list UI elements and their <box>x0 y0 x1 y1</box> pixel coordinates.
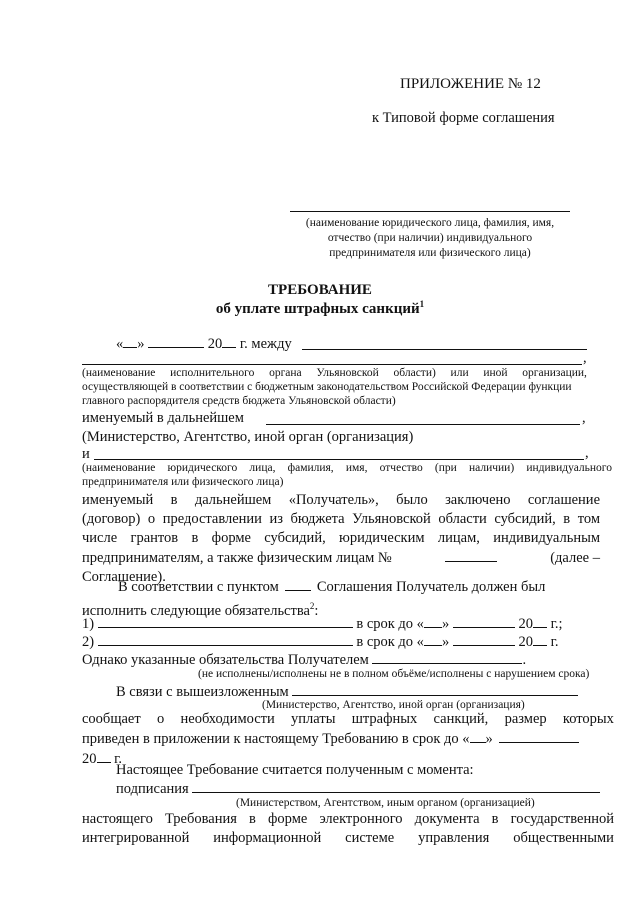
month-field[interactable] <box>499 729 579 743</box>
comma: , <box>583 350 587 366</box>
month-field[interactable] <box>148 334 204 348</box>
clause-field[interactable] <box>285 577 311 591</box>
day-field[interactable] <box>424 632 442 646</box>
appendix-title: ПРИЛОЖЕНИЕ № 12 <box>400 76 541 92</box>
ministry-line: (Министерство, Агентство, иной орган (организация) <box>82 429 414 445</box>
year-field[interactable] <box>533 614 547 628</box>
obligation-row-2: 2) в срок до « » 20 г. <box>82 632 559 651</box>
party-name-line[interactable] <box>302 349 587 350</box>
named-hereinafter: именуемый в дальнейшем <box>82 410 244 426</box>
signer-field[interactable] <box>192 779 600 793</box>
signer-caption: (Министерством, Агентством, иным органом (организацией) <box>236 797 535 809</box>
status-field[interactable] <box>372 650 522 664</box>
year-field[interactable] <box>97 749 111 763</box>
ministry-field[interactable] <box>292 682 578 696</box>
recipient-detail-caption: (наименование юридического лица, фамилия, имя, отчество (при наличии) индивидуального предпринимателя или физического лица) <box>82 462 612 488</box>
month-field[interactable] <box>453 614 515 628</box>
authority-caption: (наименование исполнительного органа Ульяновской области) или иной организации, осуществляющей в соответствии с бюджетным законодательством Российской Федерации функции главного распорядителя средств бюджета Ульяновской области) <box>82 367 587 407</box>
document-subtitle: об уплате штрафных санкций$^1$ <box>215 299 425 317</box>
footnote-mark: 1 <box>419 299 425 309</box>
agreement-number-field[interactable] <box>445 548 497 562</box>
electronic-paragraph: настоящего Требования в форме электронного документа в государственной интегрированной информационной системе управления общественными <box>82 811 614 846</box>
month-field[interactable] <box>453 632 515 646</box>
in-connection-line: В связи с вышеизложенным <box>116 682 578 701</box>
authority-caption-line1: (наименование исполнительного органа Ульяновской области) или иной организации, <box>82 367 587 379</box>
obligation-row-1: 1) в срок до « » 20 г.; <box>82 614 563 633</box>
comma: , <box>585 445 589 461</box>
year-field[interactable] <box>222 334 236 348</box>
obligations-paragraph: В соответствии с пунктом Соглашения Получатель должен был исполнить следующие обязательства$^2$: <box>82 577 600 621</box>
day-field[interactable] <box>424 614 442 628</box>
named-line[interactable] <box>266 424 580 425</box>
signing-line: подписания <box>116 779 600 798</box>
ministry-caption: (Министерство, Агентство, иной орган (организация) <box>262 699 525 711</box>
document-title: ТРЕБОВАНИЕ <box>268 282 372 298</box>
obligation-1-field[interactable] <box>98 614 353 628</box>
year-field[interactable] <box>533 632 547 646</box>
received-line: Настоящее Требование считается полученным с момента: <box>116 762 474 778</box>
penalty-paragraph: сообщает о необходимости уплаты штрафных санкций, размер которых приведен в приложении к настоящему Требованию в срок до « » 20 г. <box>82 711 614 768</box>
obligation-2-field[interactable] <box>98 632 353 646</box>
comma: , <box>582 410 586 426</box>
authority-name-line[interactable] <box>82 364 582 365</box>
and-word: и <box>82 446 90 462</box>
date-line: « » 20 г. между <box>116 334 292 353</box>
day-field[interactable] <box>123 334 137 348</box>
status-caption: (не исполнены/исполнены не в полном объёме/исполнены с нарушением срока) <box>198 668 590 680</box>
recipient-caption: (наименование юридического лица, фамилия, имя, отчество (при наличии) индивидуального предпринимателя или физического лица) <box>305 217 555 259</box>
recipient-name-line[interactable] <box>290 211 570 212</box>
day-field[interactable] <box>470 729 486 743</box>
however-line: Однако указанные обязательства Получателем . <box>82 650 526 669</box>
agreement-paragraph: именуемый в дальнейшем «Получатель», было заключено соглашение (договор) о предоставлении из бюджета Ульяновской области субсидий, в том числе грантов в форме субсидий, юридическим лицам, индивидуальным предпринимателям, а также физическим лицам № (далее – Соглашение). <box>82 492 600 586</box>
appendix-subtitle: к Типовой форме соглашения <box>372 110 555 126</box>
recipient-line[interactable] <box>94 459 584 460</box>
